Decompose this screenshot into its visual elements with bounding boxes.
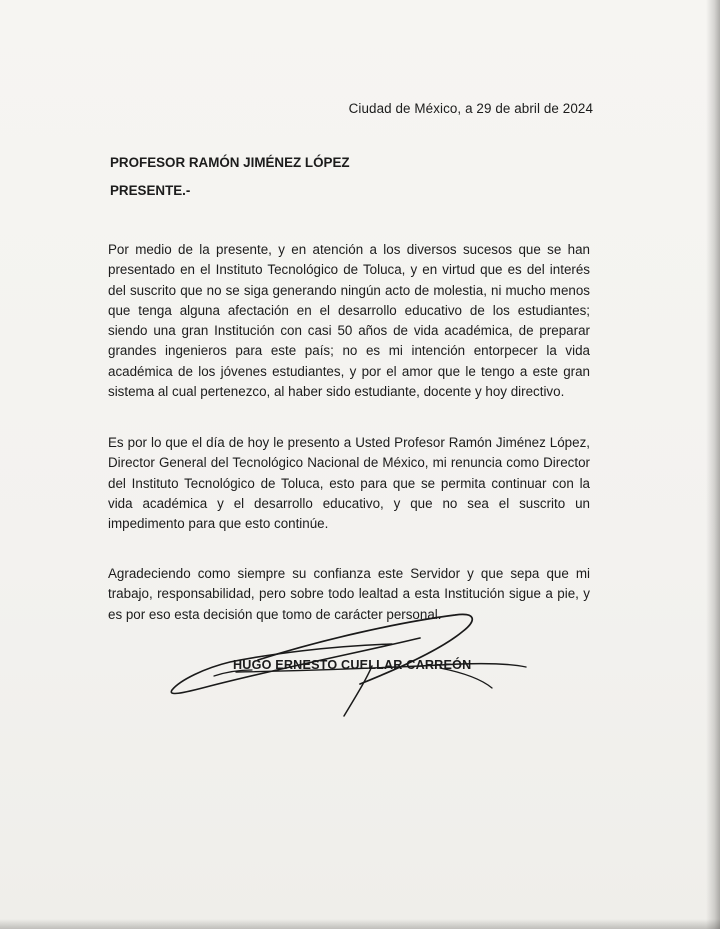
scan-shadow-right [706,0,720,929]
signatory-name: HUGO ERNESTO CUELLAR CARREÓN [233,658,472,672]
scan-shadow-bottom [0,919,720,929]
addressee-name: PROFESOR RAMÓN JIMÉNEZ LÓPEZ [110,155,350,170]
date-line: Ciudad de México, a 29 de abril de 2024 [348,101,593,116]
paragraph-1: Por medio de la presente, y en atención a los diversos sucesos que se han presentado en el Instituto Tecnológico de Toluca, y en virtud que es del interés del suscrito que no se siga generando ningún acto de molestia, ni mucho menos que tenga alguna afectación en el desarrollo educativo de los estudiantes; siendo una gran Institución con casi 50 años de vida académica, de preparar grandes ingenieros para este país; no es mi intención entorpecer la vida académica de los jóvenes estudiantes, y por el amor que le tengo a este gran sistema al cual pertenezco, al haber sido estudiante, docente y hoy directivo. [108,242,590,400]
paragraph-2: Es por lo que el día de hoy le presento a Usted Profesor Ramón Jiménez López, Director General del Tecnológico Nacional de México, mi renuncia como Director del Instituto Tecnológico de Toluca, esto para que se permita continuar con la vida académica y el desarrollo educativo, y que no sea el suscrito un impedimento para que esto continúe. [108,435,590,532]
salutation: PRESENTE.- [110,183,191,198]
paragraph-3: Agradeciendo como siempre su confianza este Servidor y que sepa que mi trabajo, responsabilidad, pero sobre todo lealtad a esta Institución sigue a pie, y es por eso esta decisión que tomo de carácter personal. [108,566,590,622]
